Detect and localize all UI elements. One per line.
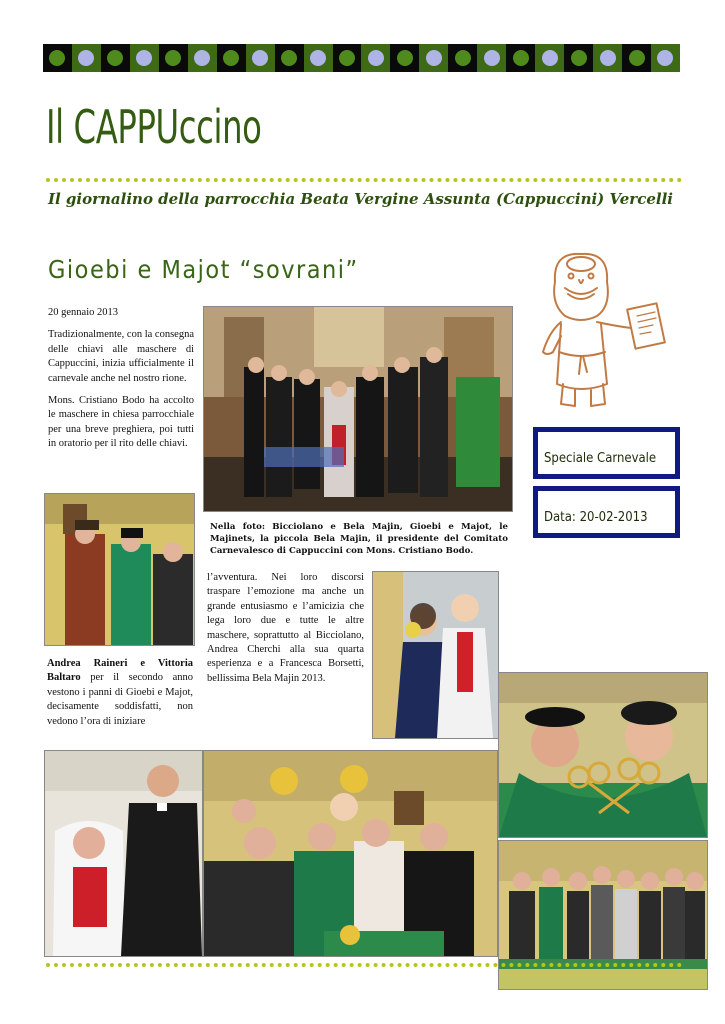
band-cell [304, 44, 333, 72]
band-dot [397, 50, 413, 66]
band-dot [513, 50, 529, 66]
article-headline: Gioebi e Majot “sovrani” [48, 255, 359, 284]
article-paragraph-1: Tradizionalmente, con la consegna delle chiavi alle maschere di Cappuccini, inizia ufficialmente il carnevale anche nel nostro rione. [48, 329, 194, 384]
band-cell [564, 44, 593, 72]
band-dot [194, 50, 210, 66]
newsletter-subtitle: Il giornalino della parrocchia Beata Vergine Assunta (Cappuccini) Vercelli [48, 190, 673, 208]
band-cell [593, 44, 622, 72]
article-paragraph-4 [207, 571, 364, 694]
band-cell [275, 44, 304, 72]
band-dot [542, 50, 558, 66]
band-dot [310, 50, 326, 66]
band-cell [361, 44, 390, 72]
band-dot [657, 50, 673, 66]
article-paragraph-3-text: per il secondo anno vestono i panni di Gioebi e Majot, decisamente soddisfatti, non vedono l’ora di iniziare [47, 672, 193, 727]
band-dot [339, 50, 355, 66]
gioebi-majot-photo [372, 571, 499, 739]
band-cell [651, 44, 680, 72]
band-cell [535, 44, 564, 72]
masks-portrait-photo [44, 493, 195, 646]
special-carnival-label: Speciale Carnevale [544, 451, 657, 466]
band-cell [622, 44, 651, 72]
newsletter-title: Il CAPPUccino [46, 100, 262, 154]
band-dot [368, 50, 384, 66]
band-cell [333, 44, 362, 72]
band-cell [130, 44, 159, 72]
article-paragraph-3 [47, 657, 193, 737]
capuchin-mascot-illustration [535, 244, 675, 414]
band-dot [571, 50, 587, 66]
band-dot [223, 50, 239, 66]
band-cell [43, 44, 72, 72]
band-cell [217, 44, 246, 72]
main-photo-caption: Nella foto: Bicciolano e Bela Majin, Gioebi e Majot, le Majinets, la piccola Bela Majin, il presidente del Comitato Carnevalesco di Cappuccini con Mons. Cristiano Bodo. [210, 522, 508, 556]
band-dot [484, 50, 500, 66]
date-box [533, 486, 680, 538]
band-cell [159, 44, 188, 72]
band-dot [136, 50, 152, 66]
band-cell [246, 44, 275, 72]
band-cell [390, 44, 419, 72]
band-dot [455, 50, 471, 66]
band-cell [188, 44, 217, 72]
mask-names: Andrea Raineri e Vittoria Baltaro [47, 658, 193, 684]
oratory-group-photo [203, 750, 498, 957]
band-cell [477, 44, 506, 72]
little-bela-majin-photo [44, 750, 203, 957]
issue-date-label: Data: 20-02-2013 [544, 510, 648, 525]
article-date: 20 gennaio 2013 [48, 307, 118, 318]
band-dot [165, 50, 181, 66]
dotted-rule-bottom [46, 963, 682, 967]
oratory-crowd-photo [498, 840, 708, 990]
church-group-photo [203, 306, 513, 512]
band-cell [506, 44, 535, 72]
article-paragraph-2: Mons. Cristiano Bodo ha accolto le maschere in chiesa parrocchiale per una breve preghiera, poi tutti in oratorio per il rito delle chiavi. [48, 395, 194, 450]
article-paragraph-4-text: l’avventura. Nei loro discorsi traspare l’emozione ma anche un grande entusiasmo e l’amicizia che lega loro due e tutte le altre maschere, soprattutto al Bicciolano, Andrea Cherchi alla sua quarta esperienza e a Francesca Borsetti, bellissima Bela Majin 2013. [207, 572, 364, 684]
dotted-rule-top [46, 178, 682, 182]
keys-ceremony-photo [498, 672, 708, 838]
band-cell [419, 44, 448, 72]
band-cell [448, 44, 477, 72]
band-cell [72, 44, 101, 72]
band-dot [252, 50, 268, 66]
band-dot [426, 50, 442, 66]
article-intro-column [48, 306, 194, 460]
special-carnival-box [533, 427, 680, 479]
band-dot [281, 50, 297, 66]
band-cell [101, 44, 130, 72]
header-decorative-band [43, 44, 680, 72]
band-dot [49, 50, 65, 66]
band-dot [600, 50, 616, 66]
band-dot [629, 50, 645, 66]
band-dot [78, 50, 94, 66]
band-dot [107, 50, 123, 66]
